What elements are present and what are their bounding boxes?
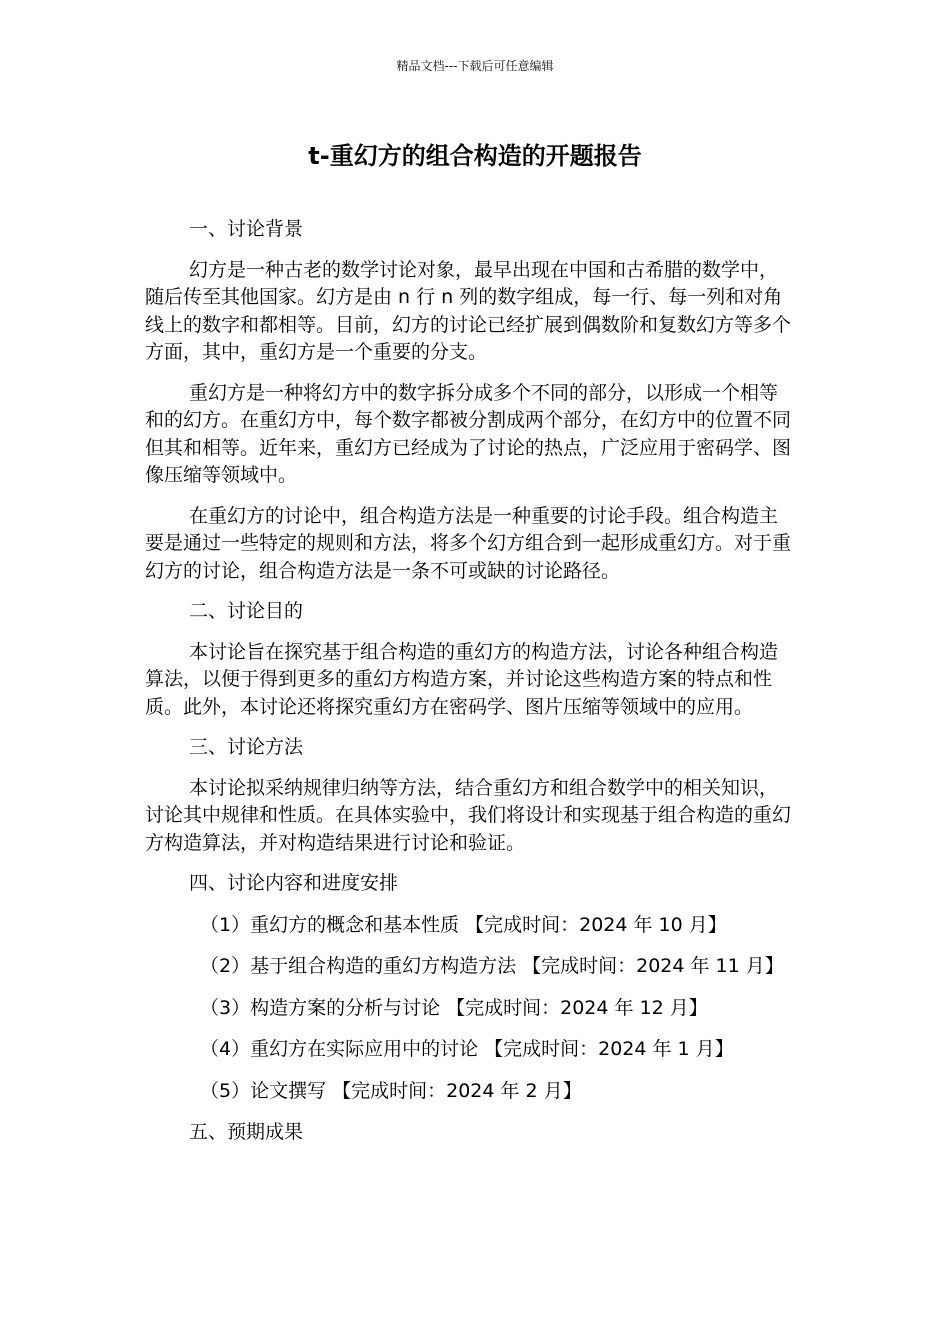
paragraph-method-1: 本讨论拟采纳规律归纳等方法，结合重幻方和组合数学中的相关知识，讨论其中规律和性质。在具体实验中，我们将设计和实现基于组合构造的重幻方构造算法，并对构造结果进行讨论和验证。 [145,776,792,854]
schedule-item-3: （3）构造方案的分析与讨论 【完成时间：2024 年 12 月】 [200,996,708,1019]
paragraph-background-3: 在重幻方的讨论中，组合构造方法是一种重要的讨论手段。组合构造主要是通过一些特定的规则和方法，将多个幻方组合到一起形成重幻方。对于重幻方的讨论，组合构造方法是一条不可或缺的讨论路径。 [145,504,792,582]
paragraph-background-2: 重幻方是一种将幻方中的数字拆分成多个不同的部分，以形成一个相等和的幻方。在重幻方中，每个数字都被分割成两个部分，在幻方中的位置不同但其和相等。近年来，重幻方已经成为了讨论的热点，广泛应用于密码学、图像压缩等领域中。 [145,381,792,486]
schedule-item-5: （5）论文撰写 【完成时间：2024 年 2 月】 [200,1079,582,1102]
header-note: 精品文档---下载后可任意编辑 [396,59,554,73]
section-heading-method: 三、讨论方法 [189,736,304,758]
schedule-item-1: （1）重幻方的概念和基本性质 【完成时间：2024 年 10 月】 [200,913,727,936]
section-heading-background: 一、讨论背景 [189,218,304,240]
schedule-item-4: （4）重幻方在实际应用中的讨论 【完成时间：2024 年 1 月】 [200,1038,734,1060]
page-title: t-重幻方的组合构造的开题报告 [308,142,642,170]
section-heading-purpose: 二、讨论目的 [189,600,304,622]
paragraph-purpose-1: 本讨论旨在探究基于组合构造的重幻方的构造方法，讨论各种组合构造算法，以便于得到更多的重幻方构造方案，并讨论这些构造方案的特点和性质。此外，本讨论还将探究重幻方在密码学、图片压缩等领域中的应用。 [145,640,779,718]
document-body [145,216,793,1147]
section-heading-schedule: 四、讨论内容和进度安排 [189,872,399,894]
section-heading-expected-results: 五、预期成果 [189,1121,304,1143]
paragraph-background-1: 幻方是一种古老的数学讨论对象，最早出现在中国和古希腊的数学中，随后传至其他国家。幻方是由 n 行 n 列的数字组成，每一行、每一列和对角线上的数字和都相等。目前，幻方的讨论已经扩展到偶数阶和复数幻方等多个方面，其中，重幻方是一个重要的分支。 [145,258,792,363]
schedule-item-2: （2）基于组合构造的重幻方构造方法 【完成时间：2024 年 11 月】 [200,955,784,977]
